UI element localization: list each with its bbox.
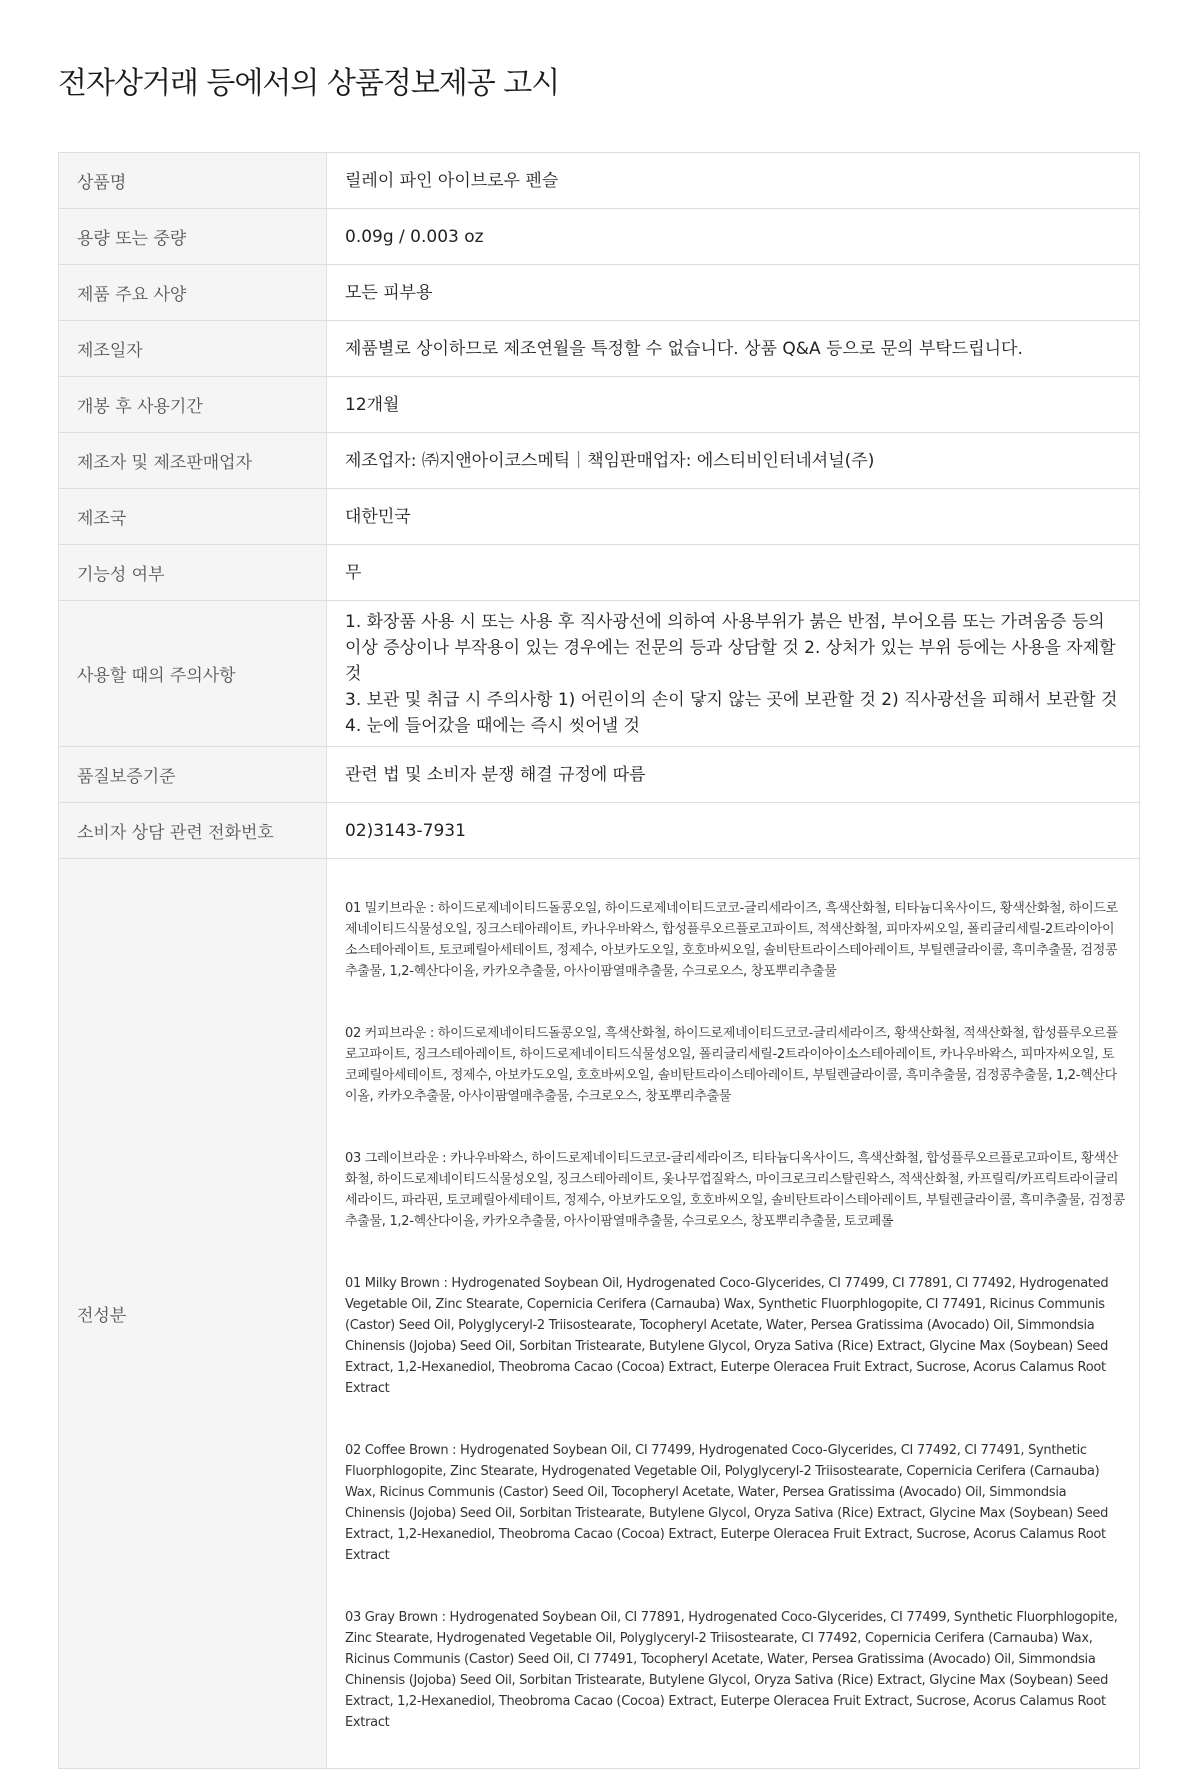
row-value: 모든 피부용	[327, 265, 1140, 321]
row-value: 릴레이 파인 아이브로우 펜슬	[327, 153, 1140, 209]
page-title: 전자상거래 등에서의 상품정보제공 고시	[58, 66, 560, 101]
info-row-functional	[59, 545, 1140, 601]
ingredients-paragraph: 03 그레이브라운 : 카나우바왁스, 하이드로제네이티드코코-글리세라이즈, 티타늄디옥사이드, 흑색산화철, 합성플루오르플로고파이트, 황색산화철, 하이드로제네이티드식물성오일, 징크스테아레이트, 옻나무껍질왁스, 마이크로크리스탈린왁스, 적색산화철, 카프릴릭/카프릭트라이글리세라이드, 파라핀, 토코페릴아세테이트, 정제수, 아보카도오일, 호호바씨오일, 솔비탄트라이스테아레이트, 부틸렌글라이콜, 흑미추출물, 검정콩추출물, 1,2-헥산다이올, 카카오추출물, 아사이팜열매추출물, 수크로오스, 창포뿌리추출물, 토코페롤	[345, 1151, 1125, 1229]
info-row-manufacturer	[59, 433, 1140, 489]
info-row-phone	[59, 803, 1140, 859]
info-row-ingredients	[59, 859, 1140, 1769]
row-label: 상품명	[59, 153, 327, 209]
info-row-product-name	[59, 153, 1140, 209]
info-row-country	[59, 489, 1140, 545]
row-value: 제조업자: ㈜지앤아이코스메틱｜책임판매업자: 에스티비인터네셔널(주)	[327, 433, 1140, 489]
row-value: 제품별로 상이하므로 제조연월을 특정할 수 없습니다. 상품 Q&A 등으로 문의 부탁드립니다.	[327, 321, 1140, 377]
info-row-quality	[59, 747, 1140, 803]
row-label: 품질보증기준	[59, 747, 327, 803]
product-info-table	[58, 152, 1140, 1769]
row-label: 제품 주요 사양	[59, 265, 327, 321]
ingredients-paragraph: 01 Milky Brown : Hydrogenated Soybean Oil, Hydrogenated Coco-Glycerides, CI 77499, CI 77891, CI 77492, Hydrogenated Vegetable Oil, Zinc Stearate, Copernicia Cerifera (Carnauba) Wax, Synthetic Fluorphlogopite, CI 77491, Ricinus Communis (Castor) Seed Oil, Polyglyceryl-2 Triisostearate, Tocopheryl Acetate, Water, Persea Gratissima (Avocado) Oil, Simmondsia Chinensis (Jojoba) Seed Oil, Sorbitan Tristearate, Butylene Glycol, Oryza Sativa (Rice) Extract, Glycine Max (Soybean) Seed Extract, 1,2-Hexanediol, Theobroma Cacao (Cocoa) Extract, Euterpe Oleracea Fruit Extract, Sucrose, Acorus Calamus Root Extract	[345, 1276, 1109, 1396]
row-value: 02)3143-7931	[327, 803, 1140, 859]
row-label: 전성분	[59, 859, 327, 1769]
row-label: 제조일자	[59, 321, 327, 377]
info-row-volume	[59, 209, 1140, 265]
row-label: 용량 또는 중량	[59, 209, 327, 265]
row-label: 사용할 때의 주의사항	[59, 601, 327, 747]
row-value: 1. 화장품 사용 시 또는 사용 후 직사광선에 의하여 사용부위가 붉은 반점, 부어오름 또는 가려움증 등의 이상 증상이나 부작용이 있는 경우에는 전문의 등과 상담할 것 2. 상처가 있는 부위 등에는 사용을 자제할 것 3. 보관 및 취급 시 주의사항 1) 어린이의 손이 닿지 않는 곳에 보관할 것 2) 직사광선을 피해서 보관할 것 4. 눈에 들어갔을 때에는 즉시 씻어낼 것	[327, 601, 1140, 747]
ingredients-paragraph: 02 커피브라운 : 하이드로제네이티드돌콩오일, 흑색산화철, 하이드로제네이티드코코-글리세라이즈, 황색산화철, 적색산화철, 합성플루오르플로고파이트, 징크스테아레이트, 하이드로제네이티드식물성오일, 폴리글리세릴-2트라이아이소스테아레이트, 카나우바왁스, 피마자씨오일, 토코페릴아세테이트, 정제수, 아보카도오일, 호호바씨오일, 솔비탄트라이스테아레이트, 부틸렌글라이콜, 흑미추출물, 검정콩추출물, 1,2-헥산다이올, 카카오추출물, 아사이팜열매추출물, 수크로오스, 창포뿌리추출물	[345, 1026, 1118, 1104]
row-value: 12개월	[327, 377, 1140, 433]
row-value: 대한민국	[327, 489, 1140, 545]
row-value: 관련 법 및 소비자 분쟁 해결 규정에 따름	[327, 747, 1140, 803]
row-label: 기능성 여부	[59, 545, 327, 601]
info-row-spec	[59, 265, 1140, 321]
row-value: 무	[327, 545, 1140, 601]
ingredients-list	[327, 859, 1140, 1769]
info-row-manufacture-date	[59, 321, 1140, 377]
ingredients-paragraph: 03 Gray Brown : Hydrogenated Soybean Oil, CI 77891, Hydrogenated Coco-Glycerides, CI 77499, Synthetic Fluorphlogopite, Zinc Stearate, Hydrogenated Vegetable Oil, Polyglyceryl-2 Triisostearate, CI 77492, Copernicia Cerifera (Carnauba) Wax, Ricinus Communis (Castor) Seed Oil, CI 77491, Tocopheryl Acetate, Water, Persea Gratissima (Avocado) Oil, Simmondsia Chinensis (Jojoba) Seed Oil, Sorbitan Tristearate, Butylene Glycol, Oryza Sativa (Rice) Extract, Glycine Max (Soybean) Seed Extract, 1,2-Hexanediol, Theobroma Cacao (Cocoa) Extract, Euterpe Oleracea Fruit Extract, Sucrose, Acorus Calamus Root Extract	[345, 1610, 1118, 1730]
info-row-period-after-opening	[59, 377, 1140, 433]
row-value: 0.09g / 0.003 oz	[327, 209, 1140, 265]
ingredients-paragraph: 01 밀키브라운 : 하이드로제네이티드돌콩오일, 하이드로제네이티드코코-글리세라이즈, 흑색산화철, 티타늄디옥사이드, 황색산화철, 하이드로제네이티드식물성오일, 징크스테아레이트, 카나우바왁스, 합성플루오르플로고파이트, 적색산화철, 피마자씨오일, 폴리글리세릴-2트라이아이소스테아레이트, 토코페릴아세테이트, 정제수, 아보카도오일, 호호바씨오일, 솔비탄트라이스테아레이트, 부틸렌글라이콜, 흑미추출물, 검정콩추출물, 1,2-헥산다이올, 카카오추출물, 아사이팜열매추출물, 수크로오스, 창포뿌리추출물	[345, 901, 1118, 979]
row-label: 개봉 후 사용기간	[59, 377, 327, 433]
row-label: 제조자 및 제조판매업자	[59, 433, 327, 489]
info-row-cautions	[59, 601, 1140, 747]
row-label: 제조국	[59, 489, 327, 545]
row-label: 소비자 상담 관련 전화번호	[59, 803, 327, 859]
ingredients-paragraph: 02 Coffee Brown : Hydrogenated Soybean Oil, CI 77499, Hydrogenated Coco-Glycerides, CI 77492, CI 77491, Synthetic Fluorphlogopite, Zinc Stearate, Hydrogenated Vegetable Oil, Polyglyceryl-2 Triisostearate, Copernicia Cerifera (Carnauba) Wax, Ricinus Communis (Castor) Seed Oil, Tocopheryl Acetate, Water, Persea Gratissima (Avocado) Oil, Simmondsia Chinensis (Jojoba) Seed Oil, Sorbitan Tristearate, Butylene Glycol, Oryza Sativa (Rice) Extract, Glycine Max (Soybean) Seed Extract, 1,2-Hexanediol, Theobroma Cacao (Cocoa) Extract, Euterpe Oleracea Fruit Extract, Sucrose, Acorus Calamus Root Extract	[345, 1443, 1109, 1563]
